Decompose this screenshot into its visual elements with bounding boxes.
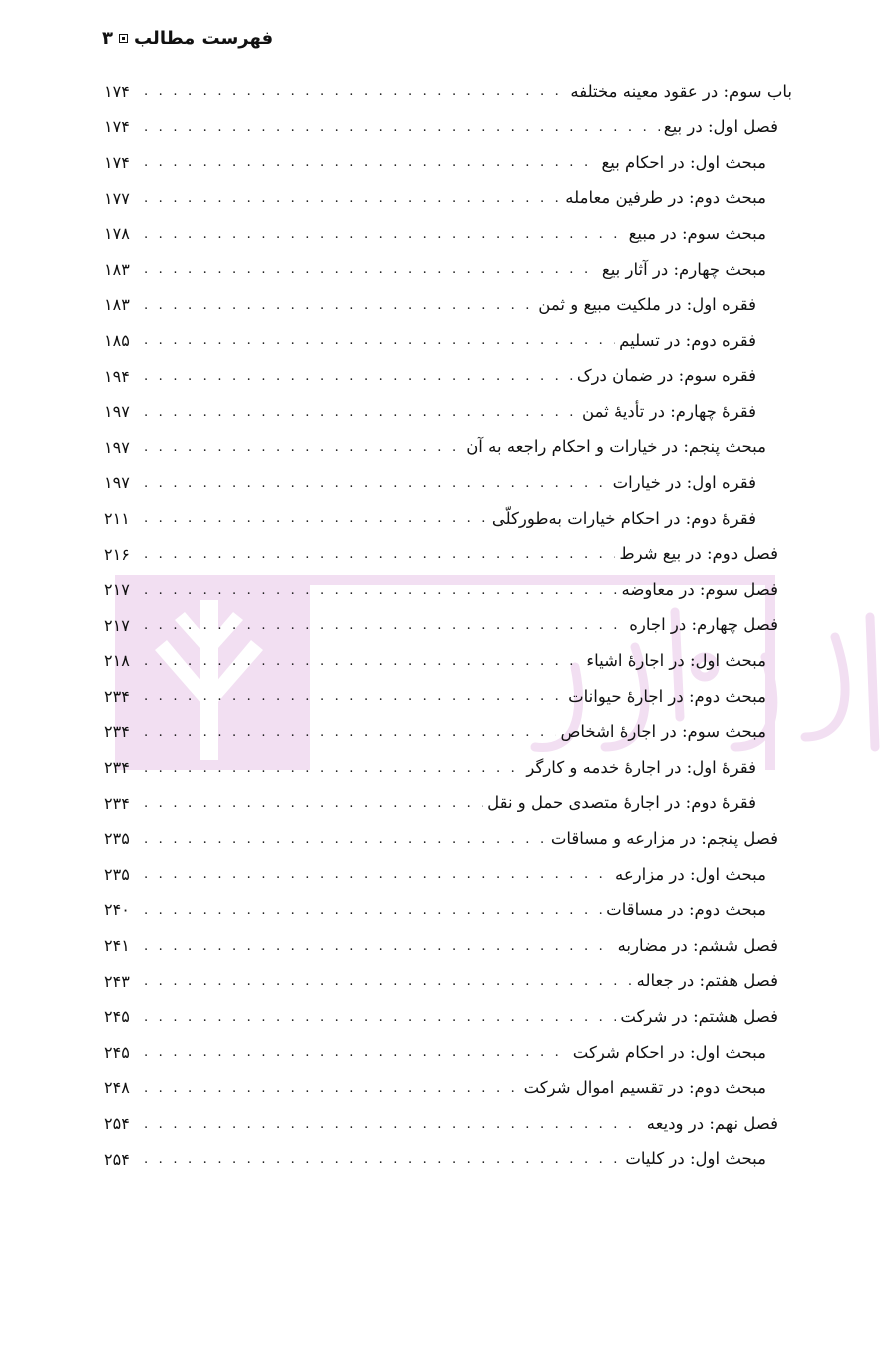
page-number: ۳ (102, 28, 113, 49)
toc-entry-title: فصل سوم: در معاوضه (621, 579, 778, 599)
toc-entry-title: مبحث دوم: در مساقات (606, 900, 766, 920)
toc-entry-page: ۲۳۴ (104, 793, 130, 813)
toc-entry-title: مبحث اول: در احکام شرکت (572, 1042, 766, 1062)
toc-entry-title: مبحث اول: در اجارهٔ اشیاء (586, 651, 766, 671)
toc-leader-dots (144, 584, 617, 597)
toc-entry-title: مبحث دوم: در تقسیم اموال شرکت (523, 1078, 766, 1098)
toc-entry[interactable] (104, 608, 792, 644)
toc-entry-page: ۲۳۵ (104, 829, 130, 849)
toc-leader-dots (144, 512, 488, 525)
toc-entry[interactable] (104, 430, 792, 466)
toc-leader-dots (144, 797, 483, 810)
toc-entry-title: مبحث چهارم: در آثار بیع (601, 259, 766, 279)
toc-leader-dots (144, 1011, 616, 1024)
toc-leader-dots (144, 156, 597, 169)
toc-entry-page: ۱۹۷ (104, 437, 130, 457)
toc-entry[interactable] (104, 501, 792, 537)
toc-entry-title: مبحث اول: در کلیات (625, 1149, 766, 1169)
toc-entry-title: فصل پنجم: در مزارعه و مساقات (550, 829, 778, 849)
toc-entry-page: ۲۱۷ (104, 615, 130, 635)
toc-leader-dots (144, 655, 582, 668)
toc-entry[interactable] (104, 1142, 792, 1178)
toc-leader-dots (144, 1153, 621, 1166)
toc-entry[interactable] (104, 216, 792, 252)
toc-entry-title: فصل اول: در بیع (663, 117, 778, 137)
toc-entry-page: ۲۳۴ (104, 758, 130, 778)
toc-entry-page: ۱۷۴ (104, 81, 130, 101)
toc-entry[interactable] (104, 750, 792, 786)
toc-leader-dots (144, 1082, 520, 1095)
toc-entry-title: مبحث اول: در مزارعه (614, 864, 766, 884)
toc-leader-dots (144, 1118, 643, 1131)
toc-leader-dots (144, 263, 598, 276)
toc-entry[interactable] (104, 288, 792, 324)
toc-entry[interactable] (104, 110, 792, 146)
toc-entry-title: فقره اول: در ملکیت مبیع و ثمن (538, 295, 756, 315)
toc-leader-dots (144, 334, 615, 347)
toc-leader-dots (144, 548, 615, 561)
toc-leader-dots (144, 85, 566, 98)
toc-entry[interactable] (104, 359, 792, 395)
toc-entry-title: مبحث پنجم: در خیارات و احکام راجعه به آن (466, 437, 766, 457)
toc-entry-title: باب سوم: در عقود معینه مختلفه (570, 81, 792, 101)
toc-entry[interactable] (104, 964, 792, 1000)
toc-entry-page: ۱۹۴ (104, 366, 130, 386)
toc-entry[interactable] (104, 644, 792, 680)
page-header (102, 28, 273, 49)
toc-entry-title: فقرهٔ اول: در اجارهٔ خدمه و کارگر (526, 757, 756, 777)
toc-leader-dots (144, 762, 522, 775)
table-of-contents (104, 74, 792, 1177)
toc-entry-title: فقرهٔ دوم: در احکام خیارات به‌طورکلّی (491, 508, 756, 528)
toc-leader-dots (144, 1046, 569, 1059)
toc-entry[interactable] (104, 145, 792, 181)
toc-entry[interactable] (104, 537, 792, 573)
toc-entry-title: مبحث دوم: در طرفین معامله (565, 188, 766, 208)
toc-leader-dots (144, 726, 556, 739)
toc-entry[interactable] (104, 679, 792, 715)
toc-entry[interactable] (104, 1035, 792, 1071)
toc-entry[interactable] (104, 857, 792, 893)
toc-leader-dots (144, 441, 462, 454)
toc-leader-dots (144, 975, 633, 988)
toc-entry-page: ۲۴۵ (104, 1007, 130, 1027)
toc-entry-page: ۱۹۷ (104, 402, 130, 422)
toc-leader-dots (144, 833, 547, 846)
toc-entry-page: ۱۷۴ (104, 117, 130, 137)
toc-leader-dots (144, 228, 625, 241)
toc-leader-dots (144, 121, 660, 134)
toc-entry-title: فقره اول: در خیارات (612, 473, 756, 493)
toc-entry-page: ۲۵۴ (104, 1149, 130, 1169)
toc-leader-dots (144, 868, 611, 881)
toc-entry[interactable] (104, 893, 792, 929)
toc-entry-page: ۲۴۸ (104, 1078, 130, 1098)
toc-entry-page: ۲۳۴ (104, 686, 130, 706)
toc-entry[interactable] (104, 74, 792, 110)
toc-entry-title: فقرهٔ دوم: در اجارهٔ متصدی حمل و نقل (487, 793, 756, 813)
toc-entry-page: ۲۴۳ (104, 971, 130, 991)
toc-entry[interactable] (104, 394, 792, 430)
toc-entry-page: ۲۴۱ (104, 936, 130, 956)
toc-leader-dots (144, 904, 602, 917)
toc-entry[interactable] (104, 928, 792, 964)
toc-entry-page: ۱۸۳ (104, 259, 130, 279)
toc-entry-page: ۲۳۵ (104, 864, 130, 884)
toc-leader-dots (144, 299, 534, 312)
toc-entry-title: فصل نهم: در ودیعه (646, 1113, 778, 1133)
toc-entry-page: ۲۵۴ (104, 1114, 130, 1134)
toc-entry[interactable] (104, 786, 792, 822)
page-header-title: فهرست مطالب (134, 28, 274, 49)
toc-entry-title: مبحث دوم: در اجارهٔ حیوانات (568, 686, 766, 706)
toc-entry-title: مبحث سوم: در مبیع (628, 223, 766, 243)
toc-entry[interactable] (104, 999, 792, 1035)
toc-entry-page: ۲۴۵ (104, 1042, 130, 1062)
toc-entry-title: فقره سوم: در ضمان درک (576, 366, 756, 386)
toc-entry-title: مبحث اول: در احکام بیع (601, 152, 766, 172)
toc-entry-title: فقرهٔ چهارم: در تأدیهٔ ثمن (582, 401, 756, 421)
toc-leader-dots (144, 406, 578, 419)
toc-leader-dots (144, 477, 609, 490)
square-bullet-icon (119, 34, 128, 43)
toc-entry[interactable] (104, 572, 792, 608)
toc-entry-page: ۱۸۵ (104, 330, 130, 350)
toc-entry-title: مبحث سوم: در اجارهٔ اشخاص (560, 722, 766, 742)
toc-entry-title: فقره دوم: در تسلیم (619, 330, 756, 350)
toc-entry[interactable] (104, 181, 792, 217)
toc-entry[interactable] (104, 821, 792, 857)
toc-entry[interactable] (104, 1071, 792, 1107)
toc-entry-title: فصل ششم: در مضاربه (617, 935, 778, 955)
toc-entry-page: ۱۷۸ (104, 224, 130, 244)
toc-entry-page: ۲۱۶ (104, 544, 130, 564)
toc-entry-page: ۱۸۳ (104, 295, 130, 315)
toc-entry-title: فصل دوم: در بیع شرط (619, 544, 778, 564)
toc-entry-title: فصل هشتم: در شرکت (620, 1006, 778, 1026)
toc-entry-title: فصل چهارم: در اجاره (629, 615, 778, 635)
toc-leader-dots (144, 690, 564, 703)
toc-entry[interactable] (104, 252, 792, 288)
toc-leader-dots (144, 940, 614, 953)
toc-entry-page: ۲۱۷ (104, 580, 130, 600)
toc-entry-page: ۲۴۰ (104, 900, 130, 920)
toc-entry-page: ۱۷۷ (104, 188, 130, 208)
toc-entry-page: ۲۱۸ (104, 651, 130, 671)
toc-leader-dots (144, 370, 573, 383)
toc-entry-page: ۱۷۴ (104, 152, 130, 172)
toc-entry[interactable] (104, 466, 792, 502)
toc-entry-page: ۲۳۴ (104, 722, 130, 742)
toc-entry-page: ۲۱۱ (104, 508, 130, 528)
toc-entry-title: فصل هفتم: در جعاله (636, 971, 778, 991)
toc-entry-page: ۱۹۷ (104, 473, 130, 493)
toc-leader-dots (144, 192, 561, 205)
toc-leader-dots (144, 619, 625, 632)
toc-entry[interactable] (104, 1106, 792, 1142)
toc-entry[interactable] (104, 715, 792, 751)
toc-entry[interactable] (104, 323, 792, 359)
